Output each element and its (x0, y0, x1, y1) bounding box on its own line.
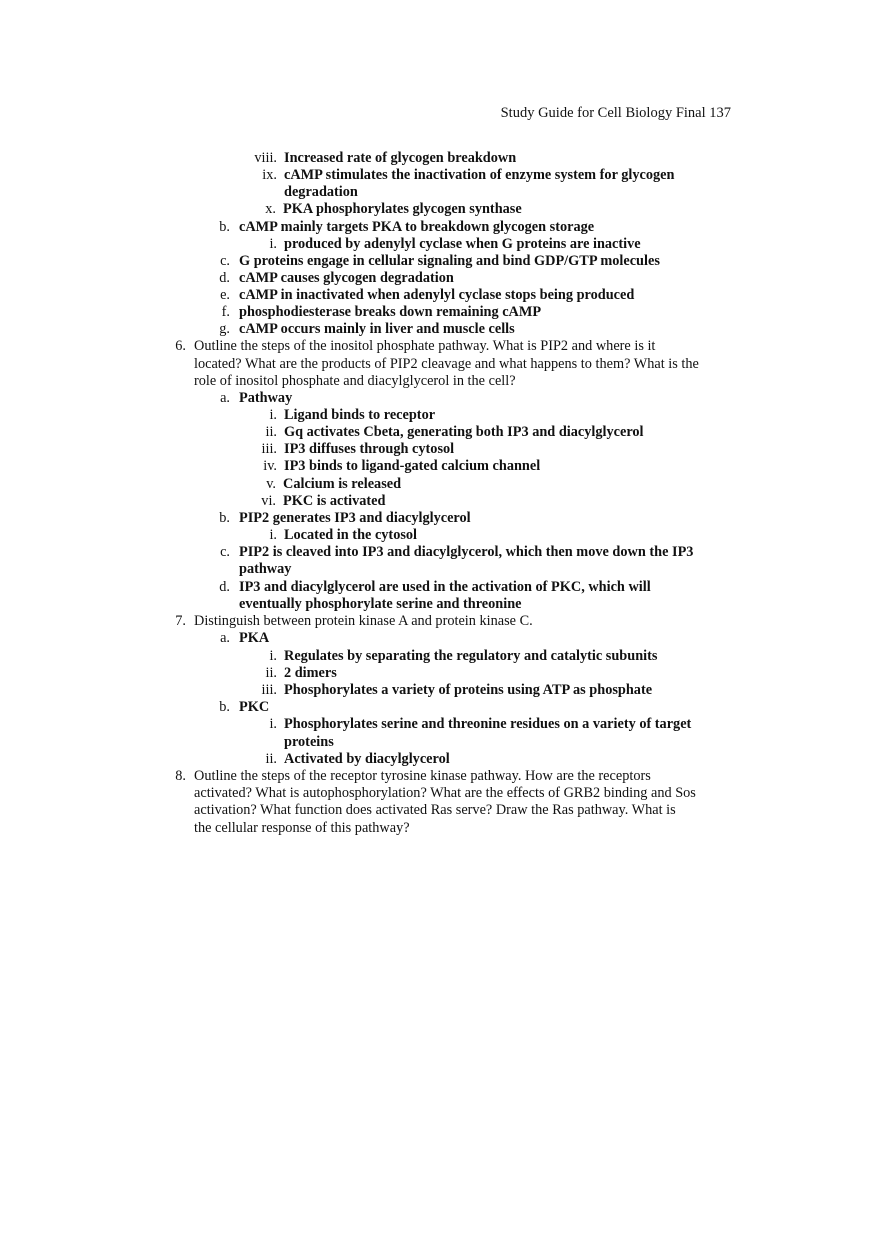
list-item-text: G proteins engage in cellular signaling and bind GDP/GTP molecules (239, 253, 660, 269)
question-text: role of inositol phosphate and diacylglycerol in the cell? (194, 373, 516, 389)
list-item-text: Pathway (239, 390, 293, 406)
list-item (220, 253, 660, 270)
list-marker: c. (220, 544, 230, 560)
list-item-continuation (239, 561, 291, 578)
list-item-text: cAMP stimulates the inactivation of enzyme system for glycogen (284, 167, 675, 183)
list-marker: b. (219, 699, 230, 715)
list-item (220, 544, 694, 561)
question-continuation (194, 820, 410, 837)
list-item-text: IP3 diffuses through cytosol (284, 441, 455, 457)
question-number: 6. (175, 338, 186, 354)
list-item-text: pathway (239, 561, 292, 577)
list-marker: ii. (265, 424, 277, 440)
list-item (219, 699, 270, 716)
question-text: activation? What function does activated Ras serve? Draw the Ras pathway. What is (194, 802, 676, 818)
list-marker: iii. (261, 682, 277, 698)
list-item (261, 441, 455, 458)
list-item (220, 630, 270, 647)
list-item (261, 682, 653, 699)
question-continuation (194, 785, 696, 802)
list-item-text: phosphodiesterase breaks down remaining cAMP (239, 304, 542, 320)
list-item-text: cAMP in inactivated when adenylyl cyclase stops being produced (239, 287, 635, 303)
list-marker: c. (220, 253, 230, 269)
list-item-text: 2 dimers (284, 665, 337, 681)
list-item (269, 527, 418, 544)
question-continuation (194, 802, 676, 819)
question-text: Outline the steps of the receptor tyrosine kinase pathway. How are the receptors (194, 768, 651, 784)
list-item (269, 716, 692, 733)
list-item-text: Increased rate of glycogen breakdown (284, 150, 517, 166)
list-marker: d. (219, 270, 230, 286)
list-item-text: eventually phosphorylate serine and threonine (239, 596, 522, 612)
list-item-text: PKC (239, 699, 270, 715)
list-item-continuation (284, 734, 334, 751)
list-marker: f. (221, 304, 230, 320)
list-item (266, 476, 402, 493)
list-marker: i. (269, 527, 277, 543)
list-item (219, 579, 651, 596)
page-header: Study Guide for Cell Biology Final 137 (500, 105, 731, 121)
list-item (261, 493, 386, 510)
list-marker: viii. (254, 150, 277, 166)
question-continuation (194, 373, 516, 390)
list-item (219, 510, 471, 527)
list-item (265, 424, 644, 441)
list-marker: d. (219, 579, 230, 595)
list-marker: b. (219, 510, 230, 526)
list-item-text: Gq activates Cbeta, generating both IP3 and diacylglycerol (284, 424, 644, 440)
list-item-continuation (239, 596, 522, 613)
list-marker: ii. (265, 751, 277, 767)
list-marker: vi. (261, 493, 276, 509)
list-item-text: cAMP causes glycogen degradation (239, 270, 454, 286)
question-continuation (194, 356, 699, 373)
list-item (269, 236, 641, 253)
list-item-text: Located in the cytosol (284, 527, 418, 543)
list-marker: x. (265, 201, 276, 217)
question-text: Outline the steps of the inositol phosphate pathway. What is PIP2 and where is it (194, 338, 656, 354)
list-marker: g. (219, 321, 230, 337)
list-item-text: degradation (284, 184, 358, 200)
question-number: 8. (175, 768, 186, 784)
list-item (221, 304, 542, 321)
list-marker: i. (269, 407, 277, 423)
question-6 (175, 338, 656, 355)
list-item-text: PIP2 generates IP3 and diacylglycerol (239, 510, 471, 526)
list-marker: v. (266, 476, 276, 492)
list-item (265, 665, 337, 682)
list-marker: ix. (262, 167, 277, 183)
list-item-text: proteins (284, 734, 334, 750)
list-marker: i. (269, 236, 277, 252)
list-item (220, 287, 635, 304)
list-item (219, 321, 515, 338)
list-item-text: Activated by diacylglycerol (284, 751, 450, 767)
list-marker: a. (220, 630, 230, 646)
list-item-text: PKC is activated (283, 493, 386, 509)
list-item (219, 219, 595, 236)
list-item-text: Phosphorylates a variety of proteins using ATP as phosphate (284, 682, 653, 698)
question-text: activated? What is autophosphorylation? What are the effects of GRB2 binding and Sos (194, 785, 696, 801)
list-item-text: Phosphorylates serine and threonine residues on a variety of target (284, 716, 692, 732)
list-item-text: Regulates by separating the regulatory and catalytic subunits (284, 648, 658, 664)
list-item (265, 751, 450, 768)
list-item-text: PKA phosphorylates glycogen synthase (283, 201, 522, 217)
list-marker: a. (220, 390, 230, 406)
question-7 (175, 613, 533, 630)
list-item (269, 407, 436, 424)
list-item-continuation (284, 184, 358, 201)
list-item-text: IP3 binds to ligand-gated calcium channel (284, 458, 541, 474)
list-marker: iv. (263, 458, 277, 474)
list-marker: iii. (261, 441, 277, 457)
list-item-text: PKA (239, 630, 270, 646)
question-text: the cellular response of this pathway? (194, 820, 410, 836)
list-item (262, 167, 675, 184)
list-item (263, 458, 541, 475)
list-item-text: PIP2 is cleaved into IP3 and diacylglycerol, which then move down the IP3 (239, 544, 694, 560)
question-8 (175, 768, 651, 785)
list-item-text: Calcium is released (283, 476, 402, 492)
question-number: 7. (175, 613, 186, 629)
list-item (220, 390, 293, 407)
list-marker: e. (220, 287, 230, 303)
list-marker: i. (269, 648, 277, 664)
list-item-text: produced by adenylyl cyclase when G proteins are inactive (284, 236, 641, 252)
list-item-text: Ligand binds to receptor (284, 407, 436, 423)
question-text: Distinguish between protein kinase A and protein kinase C. (194, 613, 533, 629)
list-marker: i. (269, 716, 277, 732)
list-item (269, 648, 658, 665)
list-item-text: cAMP occurs mainly in liver and muscle cells (239, 321, 515, 337)
list-marker: b. (219, 219, 230, 235)
list-item (254, 150, 517, 167)
list-item-text: IP3 and diacylglycerol are used in the activation of PKC, which will (239, 579, 651, 595)
list-marker: ii. (265, 665, 277, 681)
question-text: located? What are the products of PIP2 cleavage and what happens to them? What is the (194, 356, 699, 372)
list-item (219, 270, 454, 287)
list-item (265, 201, 522, 218)
list-item-text: cAMP mainly targets PKA to breakdown glycogen storage (239, 219, 595, 235)
